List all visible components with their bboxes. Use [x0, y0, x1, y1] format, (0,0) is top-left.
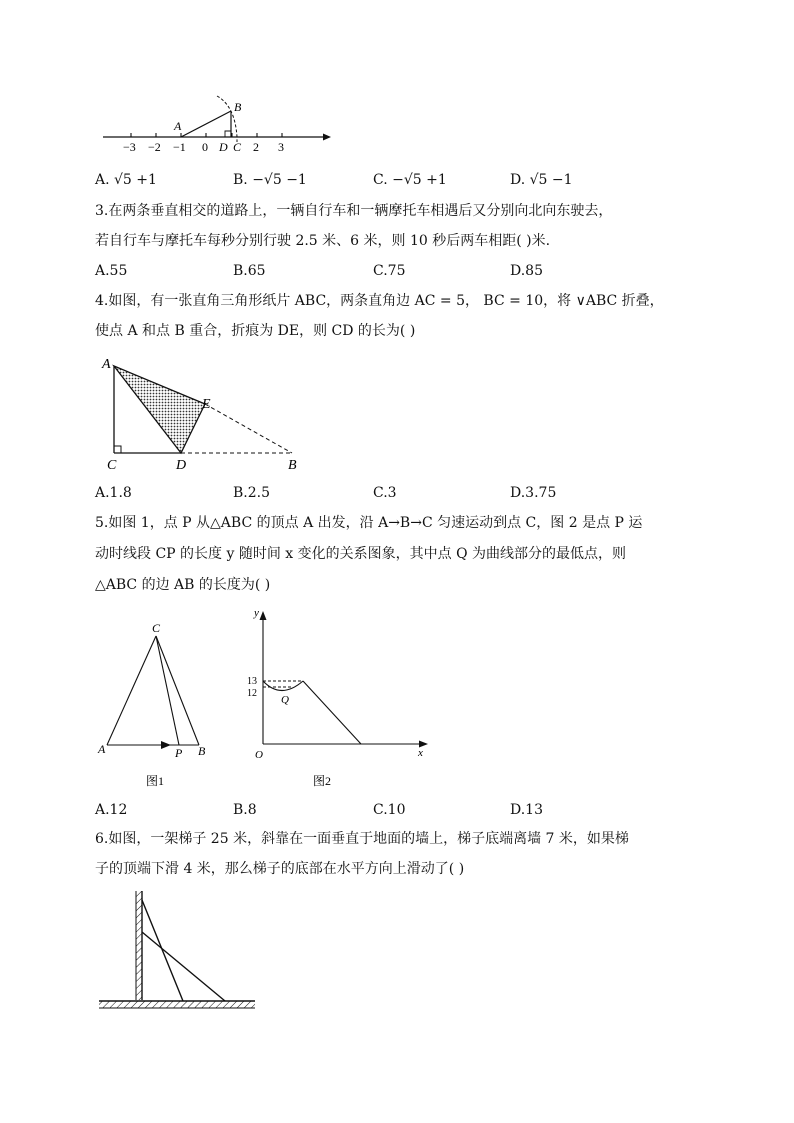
- q4-option-a[interactable]: A.1.8: [95, 485, 132, 501]
- q3-option-d[interactable]: D.85: [510, 263, 543, 279]
- triangle-figure-1: [95, 620, 225, 790]
- q2-option-b[interactable]: B. −√5 −1: [233, 172, 307, 188]
- q3-option-c[interactable]: C.75: [373, 263, 406, 279]
- tick-label: −1: [173, 140, 186, 154]
- label-e: E: [202, 397, 211, 412]
- graph-figure-2: [240, 604, 435, 790]
- q2-option-a[interactable]: A. √5 +1: [95, 172, 157, 188]
- tick-label: 2: [253, 140, 259, 154]
- label-q: Q: [281, 694, 289, 706]
- q3-text-line2: 若自行车与摩托车每秒分别行驶 2.5 米、6 米，则 10 秒后两车相距( )米.: [95, 233, 551, 249]
- tick-label: −3: [123, 140, 136, 154]
- label-b: B: [288, 458, 297, 473]
- tick-label: −2: [148, 140, 161, 154]
- q5-option-d[interactable]: D.13: [510, 802, 543, 818]
- q5-option-a[interactable]: A.12: [95, 802, 128, 818]
- axis-label-x: x: [418, 747, 423, 759]
- tick-label: 0: [202, 140, 208, 154]
- q6-text-line1: 6.如图，一架梯子 25 米，斜靠在一面垂直于地面的墙上，梯子底端离墙 7 米，如果梯: [95, 831, 629, 847]
- label-c: C: [233, 140, 242, 154]
- q3-text-line1: 3.在两条垂直相交的道路上，一辆自行车和一辆摩托车相遇后又分别向北向东驶去，: [95, 203, 613, 219]
- q3-option-a[interactable]: A.55: [95, 263, 128, 279]
- q4-text-line1: 4.如图，有一张直角三角形纸片 ABC，两条直角边 AC = 5， BC = 10，将 ∨ABC 折叠，: [95, 293, 664, 309]
- figure-1-caption: 图1: [146, 774, 165, 788]
- label-p: P: [175, 746, 183, 760]
- q6-text-line2: 子的顶端下滑 4 米，那么梯子的底部在水平方向上滑动了( ): [95, 861, 465, 877]
- ladder-figure: [95, 888, 260, 1018]
- label-a: A: [102, 357, 111, 372]
- label-a: A: [98, 742, 106, 756]
- q5-text-line2: 动时线段 CP 的长度 y 随时间 x 变化的关系图象，其中点 Q 为曲线部分的最低点，则: [95, 546, 627, 562]
- q2-option-c[interactable]: C. −√5 +1: [373, 172, 447, 188]
- label-d: D: [219, 140, 228, 154]
- label-d: D: [176, 458, 187, 473]
- number-line-figure: [95, 92, 340, 154]
- value-12: 12: [247, 688, 257, 699]
- q5-text-line1: 5.如图 1，点 P 从△ABC 的顶点 A 出发，沿 A→B→C 匀速运动到点 C，图 2 是点 P 运: [95, 515, 643, 531]
- tick-label: 3: [278, 140, 284, 154]
- figure-2-caption: 图2: [313, 774, 332, 788]
- origin-label: O: [255, 749, 263, 761]
- label-c: C: [152, 621, 161, 635]
- q2-option-d[interactable]: D. √5 −1: [510, 172, 573, 188]
- q3-option-b[interactable]: B.65: [233, 263, 266, 279]
- label-b: B: [198, 744, 206, 758]
- q4-option-b[interactable]: B.2.5: [233, 485, 271, 501]
- q5-option-c[interactable]: C.10: [373, 802, 406, 818]
- q4-option-c[interactable]: C.3: [373, 485, 397, 501]
- label-c: C: [107, 458, 117, 473]
- value-13: 13: [247, 676, 257, 687]
- q4-text-line2: 使点 A 和点 B 重合，折痕为 DE，则 CD 的长为( ): [95, 323, 416, 339]
- label-a: A: [174, 119, 182, 133]
- q5-text-line3: △ABC 的边 AB 的长度为( ): [95, 577, 271, 593]
- q4-option-d[interactable]: D.3.75: [510, 485, 557, 501]
- folded-triangle-figure: [95, 350, 315, 475]
- q5-option-b[interactable]: B.8: [233, 802, 257, 818]
- label-b: B: [234, 100, 242, 114]
- axis-label-y: y: [254, 607, 259, 619]
